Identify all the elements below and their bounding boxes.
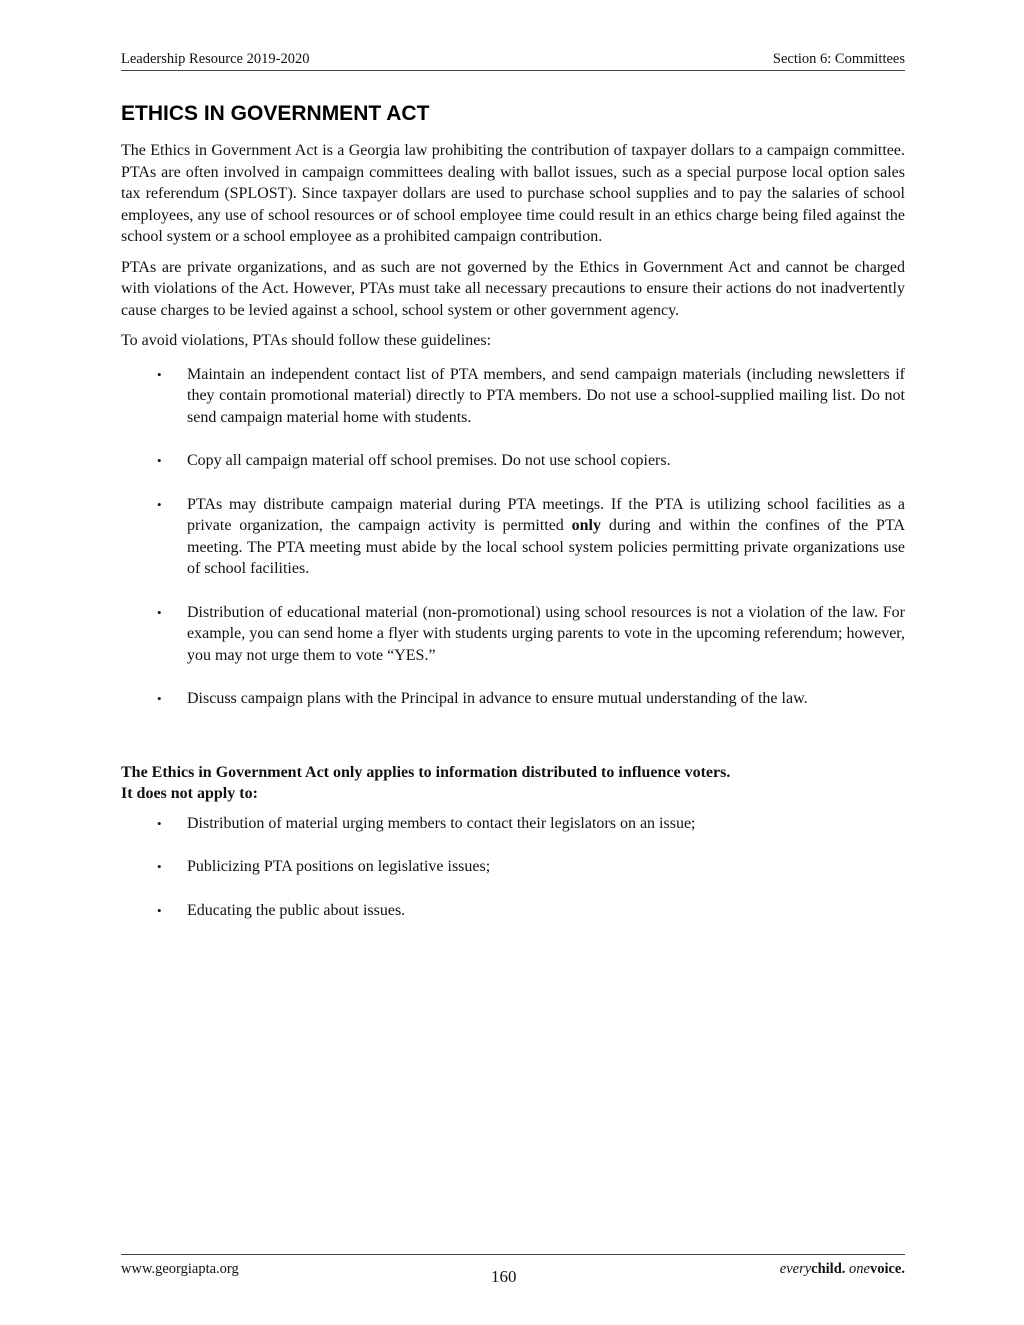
guidelines-list [121,364,905,710]
list-item-text: Distribution of educational material (non-promotional) using school resources is not a violation of the law. For example, you can send home a flyer with students urging parents to vote in the upcoming referendum; however, you may not urge them to vote “YES.” [187,603,905,664]
list-item-text: Copy all campaign material off school premises. Do not use school copiers. [187,452,671,469]
list-item-text: Publicizing PTA positions on legislative issues; [187,858,491,875]
bullet-icon: • [157,366,162,382]
list-item-emphasis: only [571,517,601,534]
bullet-icon: • [157,902,162,918]
list-item-text-end: during and within the confines of the PTA meeting. The PTA meeting must abide by the local school system policies permitting private organizations use of school facilities. [187,517,906,577]
header-publication: Leadership Resource 2019-2020 [121,51,310,67]
tagline-every: every [779,1261,812,1277]
page-footer [121,1254,905,1286]
main-content [121,140,905,943]
tagline-voice: voice. [869,1261,905,1277]
bullet-icon: • [157,496,162,512]
list-item [121,494,905,580]
list-item-text: Distribution of material urging members to contact their legislators on an issue; [187,814,696,832]
document-page [121,0,905,1325]
scope-note [121,762,905,805]
footer-website: www.georgiapta.org [121,1261,239,1277]
footer-tagline [780,1261,905,1278]
page-title: ETHICS IN GOVERNMENT ACT [121,102,430,125]
list-item-text: Educating the public about issues. [187,901,406,919]
guidelines-intro: To avoid violations, PTAs should follow these guidelines: [121,332,492,349]
scope-note-line1: The Ethics in Government Act only applies to information distributed to influence voters. [121,763,731,781]
scope-note-line2: It does not apply to: [121,785,258,802]
bullet-icon: • [157,859,162,874]
bullet-icon: • [157,604,162,620]
pta-status-paragraph: PTAs are private organizations, and as such are not governed by the Ethics in Government Act and cannot be charged with violations of the Act. However, PTAs must take all necessary precautions to ensure their actions do not inadvertently cause charges to be levied against a school, school system or other government agency. [121,258,905,319]
tagline-one: one [849,1261,870,1277]
list-item-text-start: PTAs may distribute campaign material during PTA meetings. If the PTA is utilizing school facilities as a private organization, the campaign activity is permitted [187,495,905,534]
bullet-icon: • [157,691,162,706]
list-item [121,364,905,429]
list-item [121,602,905,667]
bullet-icon: • [157,453,162,468]
header-section: Section 6: Committees [772,51,905,67]
page-number: 160 [491,1267,517,1286]
list-item-text: Discuss campaign plans with the Principal in advance to ensure mutual understanding of the law. [187,690,808,707]
intro-paragraph: The Ethics in Government Act is a Georgia law prohibiting the contribution of taxpayer dollars to a campaign committee. PTAs are often involved in campaign committees dealing with ballot issues, such as a special purpose local option sales tax referendum (SPLOST). Since taxpayer dollars are used to purchase school supplies and to pay the salaries of school employees, any use of school resources or of school employee time could result in an ethics charge being filed against the school system or a school employee as a prohibited campaign contribution. [121,142,905,245]
list-item [121,813,905,835]
list-item [121,688,905,710]
list-item [121,900,905,922]
page-header [121,50,905,71]
exclusions-list [121,813,905,922]
list-item [121,450,905,472]
bullet-icon: • [157,815,162,831]
list-item [121,856,905,878]
list-item-text: Maintain an independent contact list of PTA members, and send campaign materials (including newsletters if they contain promotional material) directly to PTA members. Do not use a school-supplied mailing list. Do not send campaign material home with students. [187,365,905,426]
tagline-child: child. [811,1261,846,1277]
